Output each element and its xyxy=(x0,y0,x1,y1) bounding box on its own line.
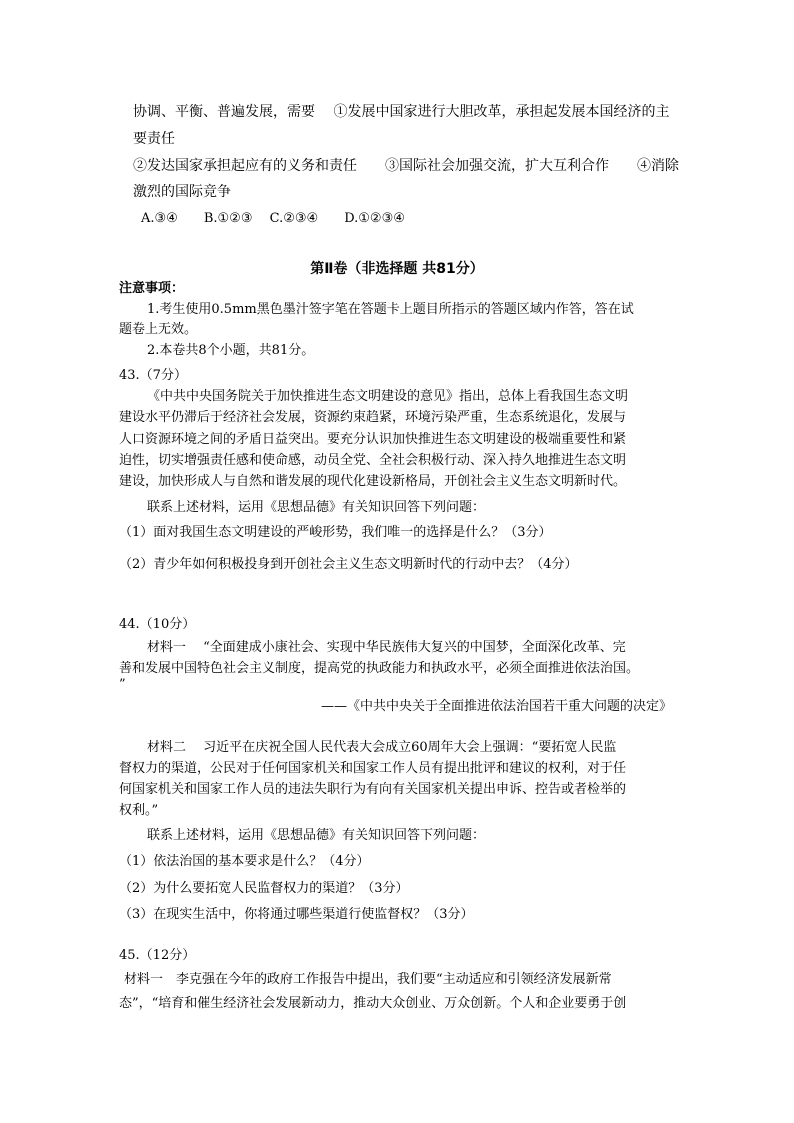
q45-header: 45.（12分） xyxy=(119,948,196,963)
q44-material-2-line-3: 何国家机关和国家工作人员的违法失职行为有向有关国家机关提出申诉、控告或者检举的 xyxy=(119,782,627,797)
q43-material-line-5: 建设，加快形成人与自然和谐发展的现代化建设新格局，开创社会主义生态文明新时代。 xyxy=(119,474,627,489)
prev-question-line-3: ②发达国家承担起应有的义务和责任 ③国际社会加强交流，扩大互利合作 ④消除 xyxy=(133,158,679,174)
q44-sub-question-1: （1）依法治国的基本要求是什么？（4分） xyxy=(119,854,370,869)
q44-material-2-line-4: 权利。” xyxy=(119,803,159,818)
q44-sub-question-2: （2）为什么要拓宽人民监督权力的渠道？（3分） xyxy=(119,881,409,896)
q45-material-1-line-2: 态”，“培育和催生经济社会发展新动力，推动大众创业、万众创新。个人和企业要勇于创 xyxy=(119,996,627,1011)
prev-question-line-1: 协调、平衡、普遍发展，需要 ①发展中国家进行大胆改革，承担起发展本国经济的主 xyxy=(133,104,670,120)
q43-sub-question-2: （2）青少年如何积极投身到开创社会主义生态文明新时代的行动中去？（4分） xyxy=(119,557,578,572)
q44-material-1-line-1: 材料一 “全面建成小康社会、实现中华民族伟大复兴的中国梦，全面深化改革、完 xyxy=(147,640,626,655)
notice-heading: 注意事项： xyxy=(119,281,185,296)
prev-question-line-2: 要责任 xyxy=(133,131,175,147)
q44-material-1-line-3: ” xyxy=(119,677,126,692)
prev-question-line-4: 激烈的国际竞争 xyxy=(133,184,231,200)
q44-material-2-line-1: 材料二 习近平在庆祝全国人民代表大会成立60周年大会上强调：“要拓宽人民监 xyxy=(147,740,617,755)
q44-material-1-line-2: 善和发展中国特色社会主义制度，提高党的执政能力和执政水平，必须全面推进依法治国。 xyxy=(119,661,640,676)
q43-material-line-4: 迫性，切实增强责任感和使命感，动员全党、全社会积极行动、深入持久地推进生态文明 xyxy=(119,453,627,468)
q43-material-line-2: 建设水平仍滞后于经济社会发展，资源约束趋紧，环境污染严重，生态系统退化，发展与 xyxy=(119,410,627,425)
q45-material-1-line-1: 材料一 李克强在今年的政府工作报告中提出，我们要“主动适应和引领经济发展新常 xyxy=(124,972,612,987)
q44-header: 44.（10分） xyxy=(119,617,196,632)
q44-prompt: 联系上述材料，运用《思想品德》有关知识回答下列问题： xyxy=(147,828,486,843)
q43-material-line-3: 人口资源环境之间的矛盾日益突出。要充分认识加快推进生态文明建设的极端重要性和紧 xyxy=(119,432,627,447)
notice-2: 2.本卷共8个小题，共81分。 xyxy=(147,343,315,358)
q44-sub-question-3: （3）在现实生活中，你将通过哪些渠道行使监督权？（3分） xyxy=(119,907,474,922)
q43-prompt: 联系上述材料，运用《思想品德》有关知识回答下列问题： xyxy=(147,500,486,515)
q44-material-2-line-2: 督权力的渠道，公民对于任何国家机关和国家工作人员有提出批评和建议的权利，对于任 xyxy=(119,761,627,776)
q43-header: 43.（7分） xyxy=(119,368,187,383)
section-title: 第Ⅱ卷（非选择题 共81分） xyxy=(310,261,484,277)
prev-question-options: A.③④ B.①②③ C.②③④ D.①②③④ xyxy=(141,211,405,226)
notice-1-line-1: 1.考生使用0.5mm黑色墨汁签字笔在答题卡上题目所指示的答题区域内作答，答在试 xyxy=(147,302,634,317)
q43-sub-question-1: （1）面对我国生态文明建设的严峻形势，我们唯一的选择是什么？（3分） xyxy=(119,525,552,540)
q43-material-line-1: 《中共中央国务院关于加快推进生态文明建设的意见》指出，总体上看我国生态文明 xyxy=(147,389,629,404)
notice-1-line-2: 题卷上无效。 xyxy=(119,322,198,337)
q44-source: ——《中共中央关于全面推进依法治国若干重大问题的决定》 xyxy=(320,699,672,714)
